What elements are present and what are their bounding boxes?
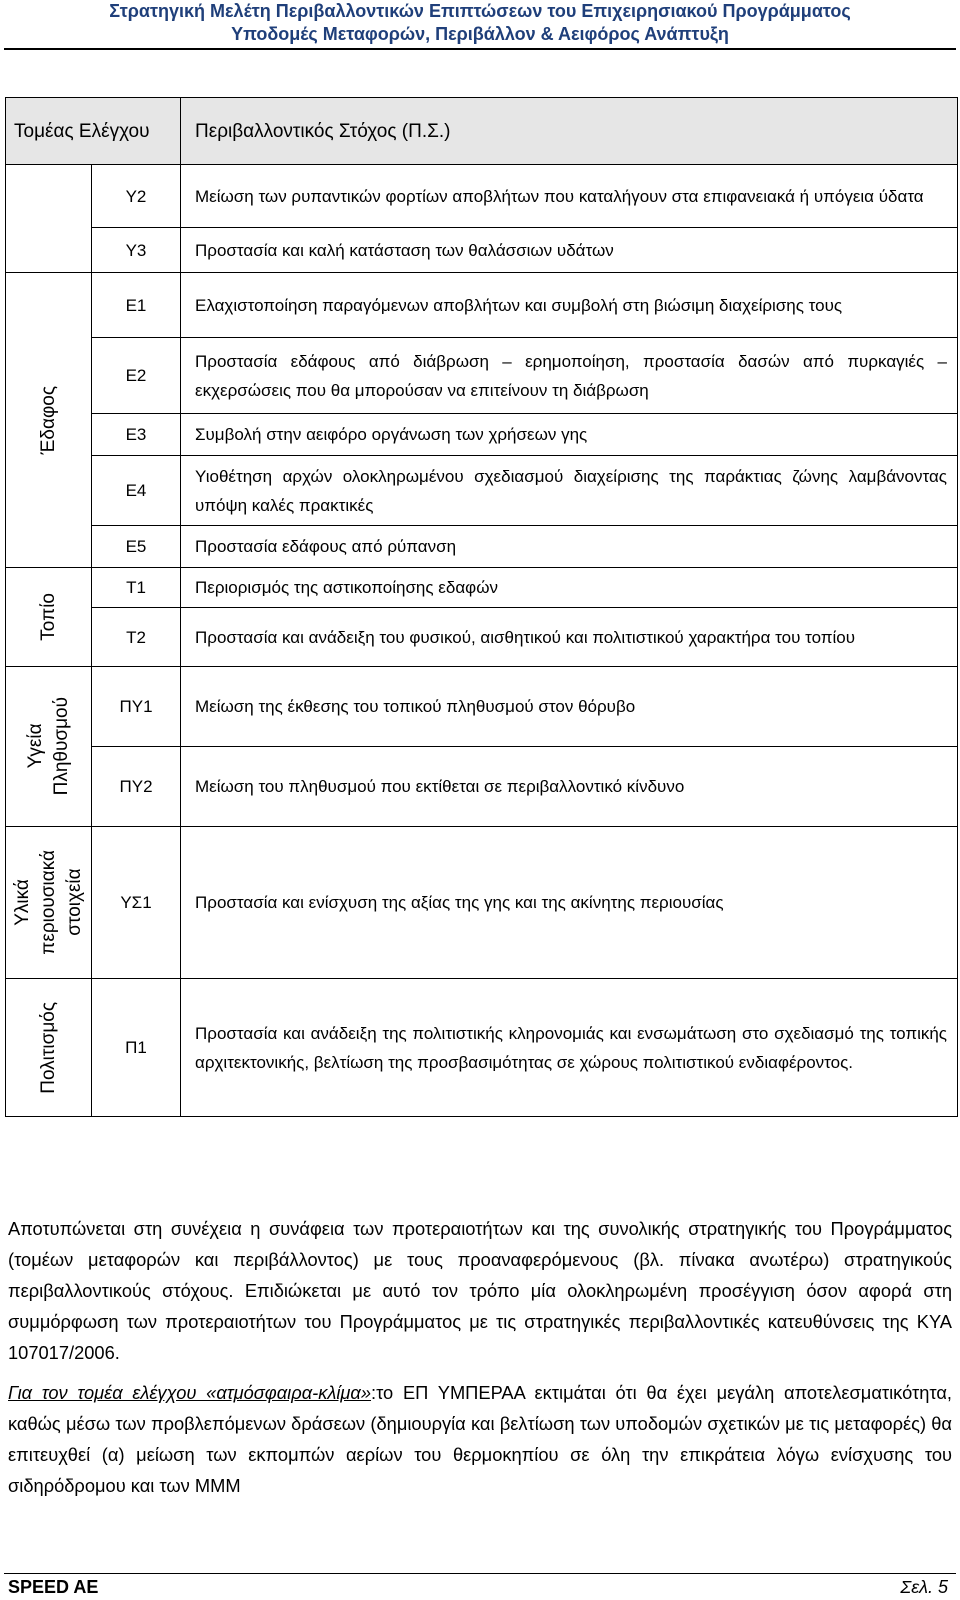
goal-code: ΥΣ1 <box>92 827 181 979</box>
sector-cell-culture <box>6 979 92 1117</box>
goal-code: Ε1 <box>92 273 181 338</box>
goal-text: Προστασία και καλή κατάσταση των θαλάσσιων υδάτων <box>181 228 958 273</box>
goal-code: Υ2 <box>92 165 181 228</box>
header-title-line2: Υποδομές Μεταφορών, Περιβάλλον & Αειφόρος Ανάπτυξη <box>231 24 729 44</box>
sector-cell-landscape <box>6 568 92 667</box>
sector-label-material <box>10 850 88 955</box>
goal-code: ΠΥ1 <box>92 667 181 747</box>
footer-page-number: Σελ. 5 <box>900 1577 948 1597</box>
table-row <box>6 273 958 338</box>
table-row <box>6 414 958 456</box>
body-paragraph-1: Αποτυπώνεται στη συνέχεια η συνάφεια των προτεραιοτήτων και της συνολικής στρατηγικής του Προγράμματος (τομέων μεταφορών και περιβάλλοντος) με τους προαναφερόμενους (βλ. πίνακα ανωτέρω) στρατηγικούς περιβαλλοντικούς στόχους. Επιδιώκεται με αυτό τον τρόπο μία ολοκληρωμένη προσέγγιση όσον αφορά στη συμμόρφωση των προτεραιοτήτων του Προγράμματος με τις στρατηγικές περιβαλλοντικές κατευθύνσεις της ΚΥΑ 107017/2006. <box>8 1218 952 1363</box>
table-row <box>6 568 958 608</box>
goal-text: Υιοθέτηση αρχών ολοκληρωμένου σχεδιασμού διαχείρισης της παράκτιας ζώνης λαμβάνοντας υπόψη καλές πρακτικές <box>181 456 958 526</box>
table-row <box>6 979 958 1117</box>
table-row <box>6 747 958 827</box>
goal-code: Τ2 <box>92 608 181 667</box>
table-header-row <box>6 98 958 165</box>
emphasis-sector-heading: Για τον τομέα ελέγχου «ατμόσφαιρα-κλίμα» <box>8 1382 372 1403</box>
goal-code: Ε4 <box>92 456 181 526</box>
sector-cell-material <box>6 827 92 979</box>
goal-text: Προστασία και ανάδειξη της πολιτιστικής κληρονομιάς και ενσωμάτωση στο σχεδιασμό της τοπικής αρχιτεκτονικής, βελτίωση της προσβασιμότητας σε χώρους πολιτιστικού ενδιαφέροντος. <box>181 979 958 1117</box>
sector-label-health-line2: Πληθυσμού <box>50 697 72 796</box>
goal-code: Ε5 <box>92 526 181 568</box>
goal-text: Μείωση της έκθεσης του τοπικού πληθυσμού στον θόρυβο <box>181 667 958 747</box>
body-paragraph-2 <box>8 1377 952 1501</box>
footer-rule <box>4 1573 956 1574</box>
sector-cell-health <box>6 667 92 827</box>
goal-code: Π1 <box>92 979 181 1117</box>
table-row <box>6 165 958 228</box>
footer-company: SPEED AE <box>8 1577 99 1597</box>
header-sector-cell: Τομέας Ελέγχου <box>6 98 181 165</box>
table-row <box>6 338 958 414</box>
goal-text: Μείωση του πληθυσμού που εκτίθεται σε περιβαλλοντικό κίνδυνο <box>181 747 958 827</box>
sector-cell-water <box>6 165 92 273</box>
goal-code: ΠΥ2 <box>92 747 181 827</box>
goal-text: Προστασία και ανάδειξη του φυσικού, αισθητικού και πολιτιστικού χαρακτήρα του τοπίου <box>181 608 958 667</box>
sector-label-health-line1: Υγεία <box>24 724 46 769</box>
body-paragraph-2-text: :το ΕΠ ΥΜΠΕΡΑΑ εκτιμάται ότι θα έχει μεγάλη αποτελεσματικότητα, καθώς μέσω των προβλεπόμενων δράσεων (δημιουργία και βελτίωση των υποδομών σχετικών με τις μεταφορές) θα επιτευχθεί (α) μείωση των εκπομπών αερίων του θερμοκηπίου σε όλη την επικράτεια λόγω ενίσχυσης του σιδηρόδρομου και των ΜΜΜ <box>8 1382 952 1496</box>
goal-code: Ε2 <box>92 338 181 414</box>
table-row <box>6 667 958 747</box>
table-row <box>6 526 958 568</box>
goal-text: Μείωση των ρυπαντικών φορτίων αποβλήτων που καταλήγουν στα επιφανειακά ή υπόγεια ύδατα <box>181 165 958 228</box>
goal-text: Συμβολή στην αειφόρο οργάνωση των χρήσεων γης <box>181 414 958 456</box>
header-goal-cell: Περιβαλλοντικός Στόχος (Π.Σ.) <box>181 98 958 165</box>
sector-label-material-line2: περιουσιακά <box>37 850 59 955</box>
environmental-goals-table <box>5 97 958 1117</box>
sector-cell-soil <box>6 273 92 568</box>
goal-code: Τ1 <box>92 568 181 608</box>
table-row <box>6 827 958 979</box>
sector-label-health <box>23 697 75 795</box>
sector-label-culture: Πολιτισμός <box>37 1001 59 1094</box>
sector-label-material-line3: στοιχεία <box>63 868 85 937</box>
goal-text: Προστασία εδάφους από ρύπανση <box>181 526 958 568</box>
goal-code: Υ3 <box>92 228 181 273</box>
header-title-line1: Στρατηγική Μελέτη Περιβαλλοντικών Επιπτώσεων του Επιχειρησιακού Προγράμματος <box>109 1 851 21</box>
sector-label-material-line1: Υλικά <box>11 879 33 926</box>
goal-text: Προστασία και ενίσχυση της αξίας της γης και της ακίνητης περιουσίας <box>181 827 958 979</box>
goal-text: Προστασία εδάφους από διάβρωση – ερημοποίηση, προστασία δασών από πυρκαγιές – εκχερσώσεις που θα μπορούσαν να επιτείνουν τη διάβρωση <box>181 338 958 414</box>
goal-text: Ελαχιστοποίηση παραγόμενων αποβλήτων και συμβολή στη βιώσιμη διαχείρισης τους <box>181 273 958 338</box>
sector-label-landscape: Τοπίο <box>37 593 59 641</box>
table-row <box>6 228 958 273</box>
table-row <box>6 608 958 667</box>
goal-code: Ε3 <box>92 414 181 456</box>
table-row <box>6 456 958 526</box>
header-rule <box>4 48 956 50</box>
sector-label-soil: Έδαφος <box>37 385 59 455</box>
document-header <box>0 0 960 46</box>
goal-text: Περιορισμός της αστικοποίησης εδαφών <box>181 568 958 608</box>
